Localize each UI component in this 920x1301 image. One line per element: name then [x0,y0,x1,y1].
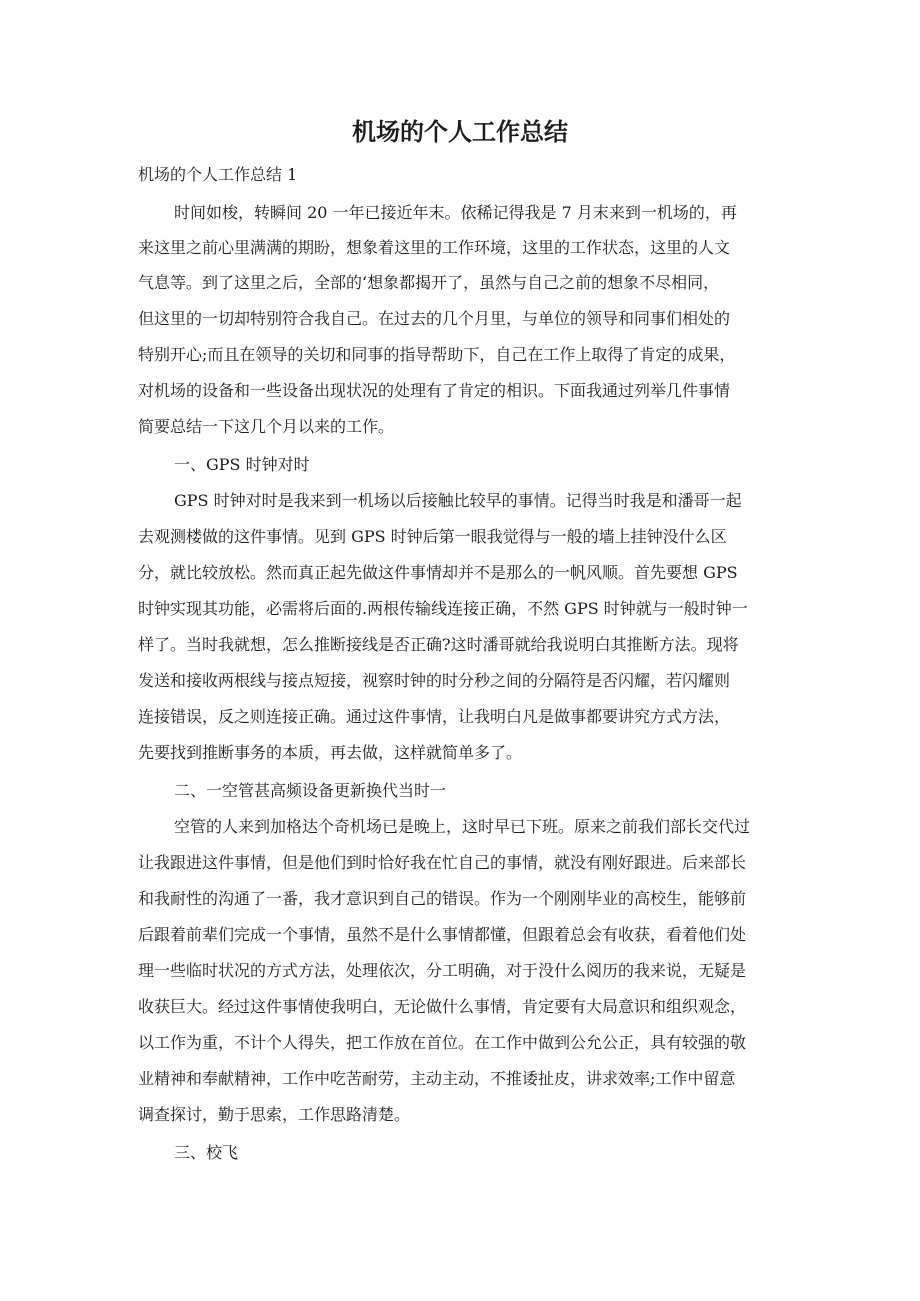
paragraph-line: 连接错误，反之则连接正确。通过这件事情，让我明白凡是做事都要讲究方式方法， [138,707,731,726]
paragraph-line: 和我耐性的沟通了一番，我才意识到自己的错误。作为一个刚刚毕业的高校生，能够前 [138,889,747,908]
paragraph-line: 空管的人来到加格达个奇机场已是晚上，这时早已下班。原来之前我们部长交代过 [174,817,751,836]
paragraph-line: 气息等。到了这里之后，全部的‘想象都揭开了，虽然与自己之前的想象不尽相同， [138,273,720,292]
paragraph-line: 业精神和奉献精神，工作中吃苦耐劳，主动主动，不推诿扯皮，讲求效率;工作中留意 [138,1069,736,1088]
paragraph-line: 后跟着前辈们完成一个事情，虽然不是什么事情都懂，但跟着总会有收获，看着他们处 [138,925,747,944]
paragraph-line: 理一些临时状况的方式方法，处理依次，分工明确，对于没什么阅历的我来说，无疑是 [138,961,747,980]
paragraph-line: GPS 时钟对时是我来到一机场以后接触比较早的事情。记得当时我是和潘哥一起 [174,491,742,510]
section-heading: 一、GPS 时钟对时 [174,455,310,474]
paragraph-line: 对机场的设备和一些设备出现状况的处理有了肯定的相识。下面我通过列举几件事情 [138,381,731,400]
section-heading: 二、一空管甚高频设备更新换代当时一 [174,781,447,800]
paragraph-line: 收获巨大。经过这件事情使我明白，无论做什么事情，肯定要有大局意识和组织观念， [138,997,747,1016]
paragraph-line: 让我跟进这件事情，但是他们到时恰好我在忙自己的事情，就没有刚好跟进。后来部长 [138,853,747,872]
paragraph-line: 以工作为重，不计个人得失，把工作放在首位。在工作中做到公允公正，具有较强的敬 [138,1033,747,1052]
paragraph-line: 去观测楼做的这件事情。见到 GPS 时钟后第一眼我觉得与一般的墙上挂钟没什么区 [138,527,727,546]
paragraph-line: 特别开心;而且在领导的关切和同事的指导帮助下，自己在工作上取得了肯定的成果， [138,345,736,364]
paragraph-line: 样了。当时我就想，怎么推断接线是否正确?这时潘哥就给我说明白其推断方法。现将 [138,635,739,654]
paragraph-line: 调查探讨，勤于思索，工作思路清楚。 [138,1105,411,1124]
section-heading: 三、校飞 [174,1143,239,1162]
document-subtitle: 机场的个人工作总结 1 [138,165,298,184]
paragraph-line: 先要找到推断事务的本质，再去做，这样就简单多了。 [138,743,523,762]
paragraph-line: 时间如梭，转瞬间 20 一年已接近年末。依稀记得我是 7 月末来到一机场的，再 [174,203,737,222]
paragraph-line: 但这里的一切却特别符合我自己。在过去的几个月里，与单位的领导和同事们相处的 [138,309,731,328]
paragraph-line: 简要总结一下这几个月以来的工作。 [138,417,395,436]
paragraph-line: 来这里之前心里满满的期盼，想象着这里的工作环境，这里的工作状态，这里的人文 [138,238,731,257]
page-title: 机场的个人工作总结 [352,118,568,146]
paragraph-line: 时钟实现其功能，必需将后面的.两根传输线连接正确，不然 GPS 时钟就与一般时钟一 [138,599,748,618]
paragraph-line: 发送和接收两根线与接点短接，视察时钟的时分秒之间的分隔符是否闪耀，若闪耀则 [138,671,731,690]
paragraph-line: 分，就比较放松。然而真正起先做这件事情却并不是那么的一帆风顺。首先要想 GPS [138,563,738,582]
